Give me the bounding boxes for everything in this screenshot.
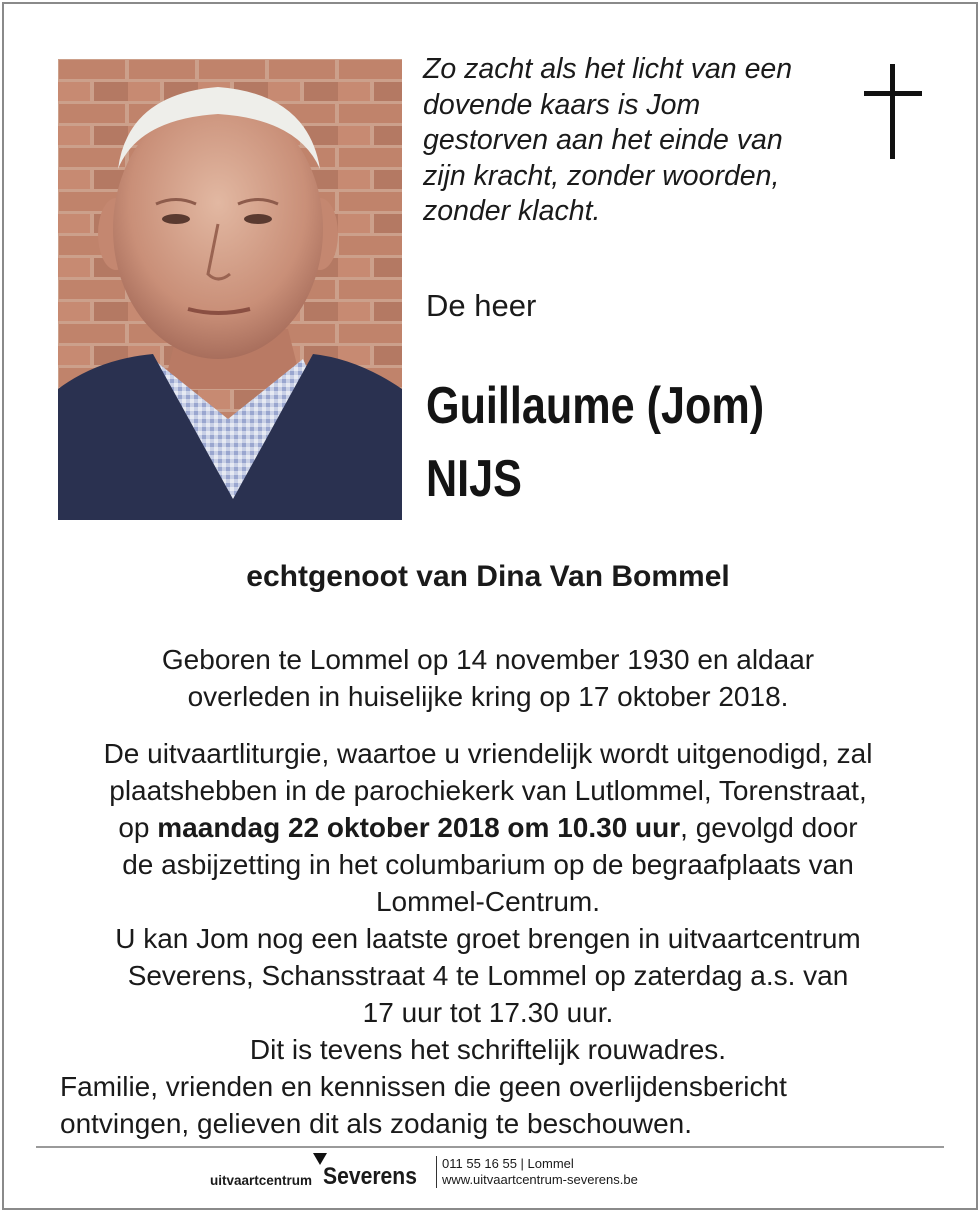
funeral-service-info [0, 735, 976, 1068]
poem-line: zijn kracht, zonder woorden, [423, 159, 780, 192]
service-line: Severens, Schansstraat 4 te Lommel op zaterdag a.s. van [127, 960, 849, 991]
footer-phone: 011 55 16 55 | Lommel [442, 1156, 574, 1171]
deceased-name [426, 370, 764, 516]
service-date-post: , gevolgd door [680, 812, 858, 843]
service-line: U kan Jom nog een laatste groet brengen in uitvaartcentrum [115, 923, 861, 954]
service-line: plaatshebben in de parochiekerk van Lutlommel, Torenstraat, [109, 775, 867, 806]
footer-separator [436, 1156, 437, 1188]
footer-contact [442, 1156, 638, 1188]
service-date-pre: op [118, 812, 158, 843]
service-line: Dit is tevens het schriftelijk rouwadres. [249, 1034, 727, 1065]
service-line: De uitvaartliturgie, waartoe u vriendelijk wordt uitgenodigd, zal [103, 738, 873, 769]
brand-name: Severens [323, 1163, 417, 1190]
born-line: Geboren te Lommel op 14 november 1930 en aldaar [161, 644, 815, 675]
portrait-photo [58, 59, 402, 520]
memorial-poem [423, 52, 853, 230]
poem-line: gestorven aan het einde van [423, 124, 783, 156]
poem-line: Zo zacht als het licht van een [423, 53, 793, 85]
poem-line: dovende kaars is Jom [423, 88, 701, 121]
brand-small-text: uitvaartcentrum [210, 1173, 313, 1188]
service-date-bold: maandag 22 oktober 2018 om 10.30 uur [157, 812, 681, 843]
footer-website-link[interactable]: www.uitvaartcentrum-severens.be [442, 1172, 638, 1187]
honorific-title: De heer [426, 288, 537, 323]
deceased-first-name: Guillaume (Jom) [426, 377, 765, 435]
family-notice [60, 1068, 787, 1142]
deceased-surname: NIJS [426, 450, 522, 508]
family-line: ontvingen, gelieven dit als zodanig te beschouwen. [60, 1108, 692, 1139]
poem-line: zonder klacht. [423, 195, 601, 227]
family-line: Familie, vrienden en kennissen die geen overlijdensbericht [60, 1071, 787, 1102]
birth-death-info [0, 641, 976, 715]
spouse-line: echtgenoot van Dina Van Bommel [246, 560, 730, 593]
service-line: 17 uur tot 17.30 uur. [362, 997, 614, 1028]
service-line-date [0, 809, 976, 846]
service-line: de asbijzetting in het columbarium op de begraafplaats van [122, 849, 854, 880]
cross-icon [864, 64, 922, 159]
funeral-home-footer [210, 1153, 810, 1193]
born-line: overleden in huiselijke kring op 17 oktober 2018. [187, 681, 789, 712]
footer-divider [36, 1146, 944, 1148]
service-line: Lommel-Centrum. [375, 886, 601, 917]
